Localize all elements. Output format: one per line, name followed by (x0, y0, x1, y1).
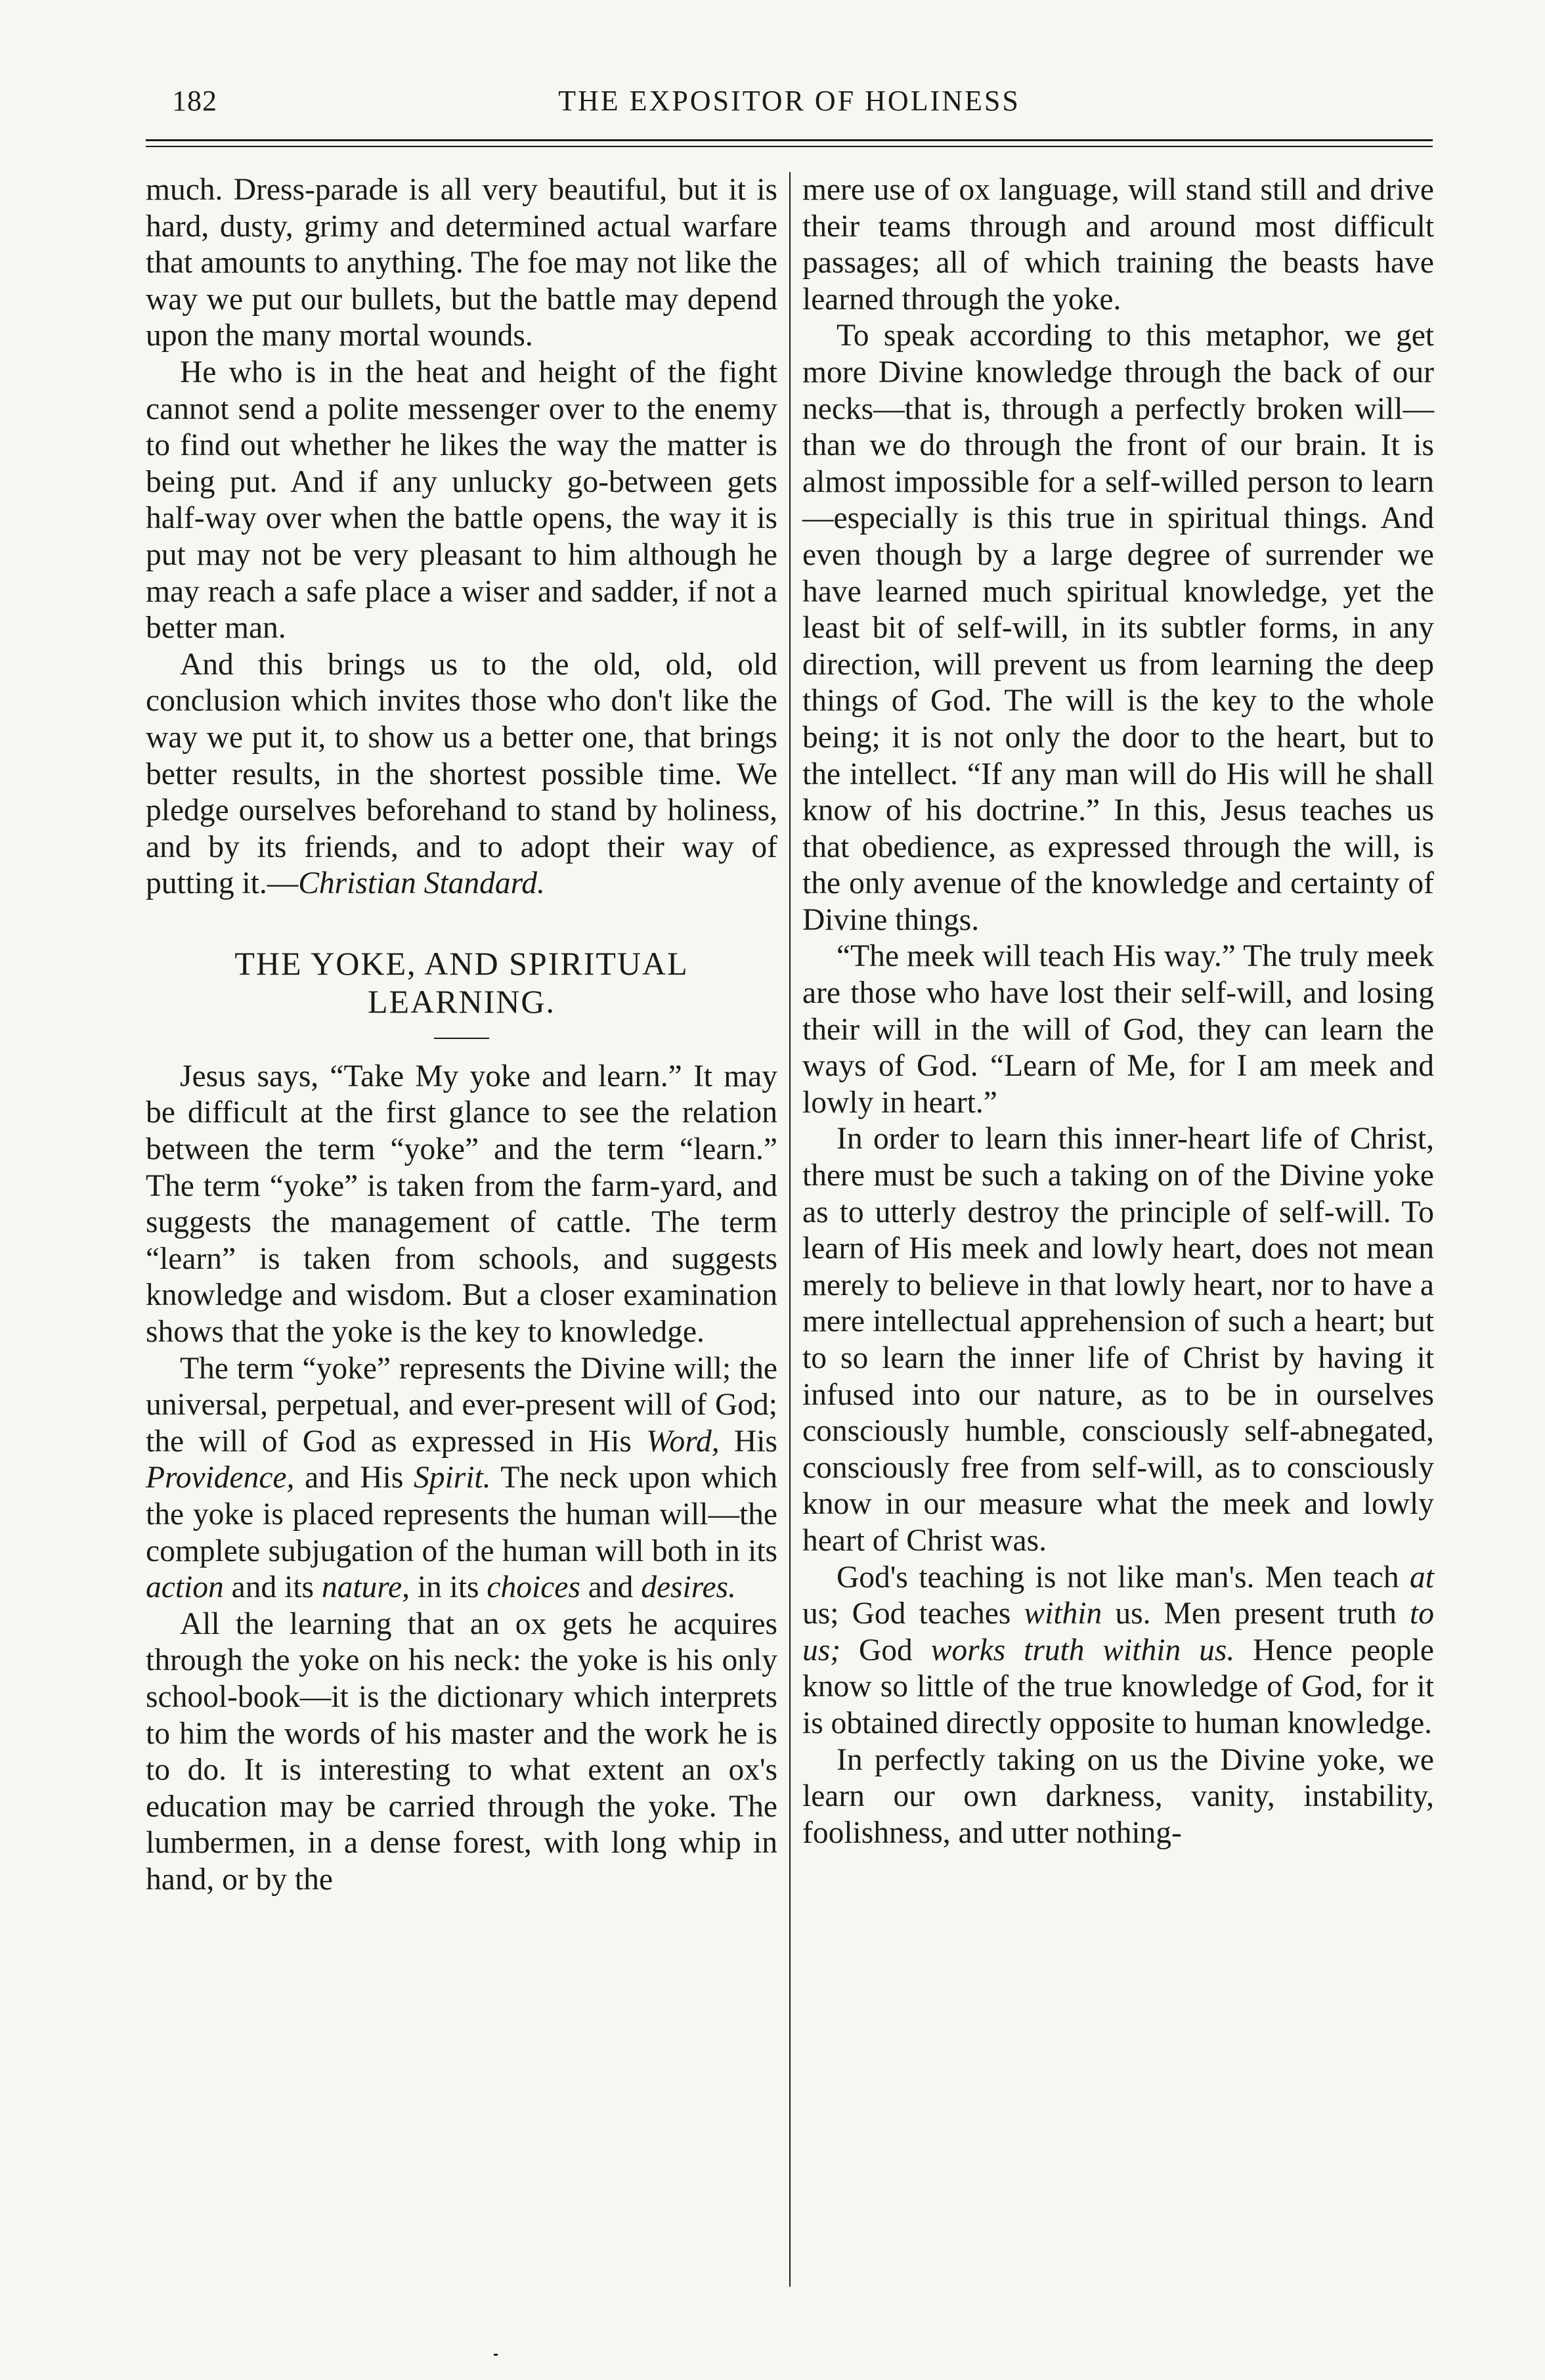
running-header (146, 84, 1433, 137)
paragraph: Jesus says, “Take My yoke and learn.” It may be difficult at the first glance to see the relation between the term “yoke” and the term “learn.” The term “yoke” is taken from the farm-yard, and suggests the management of cattle. The term “learn” is taken from schools, and suggests knowledge and wisdom. But a closer examination shows that the yoke is the key to knowledge. (146, 1059, 777, 1350)
paragraph: He who is in the heat and height of the fight cannot send a polite messenger over to the enemy to find out whether he likes the way the matter is being put. And if any unlucky go-between gets half-way over when the battle opens, the way it is put may not be very pleasant to him although he may reach a safe place a wiser and sadder, if not a better man. (146, 355, 777, 646)
column-divider (789, 172, 791, 2287)
source-citation: Christian Standard. (298, 866, 545, 901)
paragraph: God's teaching is not like man's. Men teach at us; God teaches within us. Men present truth to us; God works truth within us. Hence people know so little of the true knowledge of God, for it is obtained directly opposite to human knowledge. (802, 1560, 1434, 1740)
paragraph: mere use of ox language, will stand still and drive their teams through and around most difficult passages; all of which training the beasts have learned through the yoke. (802, 173, 1434, 317)
paragraph: much. Dress-parade is all very beautiful, but it is hard, dusty, grimy and determined actual warfare that amounts to anything. The foe may not like the way we put our bullets, but the battle may depend upon the many mortal wounds. (146, 173, 777, 353)
header-rule (146, 139, 1433, 141)
paragraph: “The meek will teach His way.” The truly meek are those who have lost their self-will, and losing their will in the will of God, they can learn the ways of God. “Learn of Me, for I am meek and lowly in heart.” (802, 939, 1434, 1120)
paragraph: In perfectly taking on us the Divine yoke, we learn our own darkness, vanity, instability, foolishness, and utter nothing- (802, 1742, 1434, 1850)
paragraph: The term “yoke” represents the Divine will; the universal, perpetual, and ever-present will of God; the will of God as expressed in His Word, His Providence, and His Spirit. The neck upon which the yoke is placed represents the human will—the complete subjugation of the human will both in its action and its nature, in its choices and desires. (146, 1351, 777, 1605)
article-title: THE YOKE, AND SPIRITUAL LEARNING. (234, 944, 689, 1020)
paragraph: In order to learn this inner-heart life of Christ, there must be such a taking on of the Divine yoke as to utterly destroy the principle of self-will. To learn of His meek and lowly heart, does not mean merely to believe in that lowly heart, nor to have a mere intellectual apprehension of such a heart; but to so learn the inner life of Christ by having it infused into our nature, as to be in ourselves consciously humble, consciously self-abnegated, consciously free from self-will, as to consciously know in our measure what the meek and lowly heart of Christ was. (802, 1122, 1434, 1558)
paragraph: All the learning that an ox gets he acquires through the yoke on his neck: the yoke is his only school-book—it is the dictionary which interprets to him the words of his master and the work he is to do. It is interesting to what extent an ox's education may be carried through the yoke. The lumbermen, in a dense forest, with long whip in hand, or by the (146, 1606, 777, 1897)
printer-mark (494, 2354, 498, 2356)
paragraph: And this brings us to the old, old, old conclusion which invites those who don't like the way we put it, to show us a better one, that brings better results, in the shortest possible time. We pledge ourselves beforehand to stand by holiness, and by its friends, and to adopt their way of putting it.—Christian Standard. (146, 647, 777, 901)
running-title: THE EXPOSITOR OF HOLINESS (558, 85, 1020, 117)
title-rule (434, 1038, 489, 1039)
header-rule-thin (146, 146, 1433, 147)
page-number: 182 (172, 85, 217, 117)
left-column (146, 172, 777, 1899)
right-column (802, 172, 1434, 1851)
paragraph: To speak according to this metaphor, we get more Divine knowledge through the back of our necks—that is, through a perfectly broken will—than we do through the front of our brain. It is almost impossible for a self-willed person to learn—especially is this true in spiritual things. And even though by a large degree of surrender we have learned much spiritual knowledge, yet the least bit of self-will, in its subtler forms, in any direction, will prevent us from learning the deep things of God. The will is the key to the whole being; it is not only the door to the heart, but to the intellect. “If any man will do His will he shall know of his doctrine.” In this, Jesus teaches us that obedience, as expressed through the will, is the only avenue of the knowledge and certainty of Divine things. (802, 319, 1434, 937)
